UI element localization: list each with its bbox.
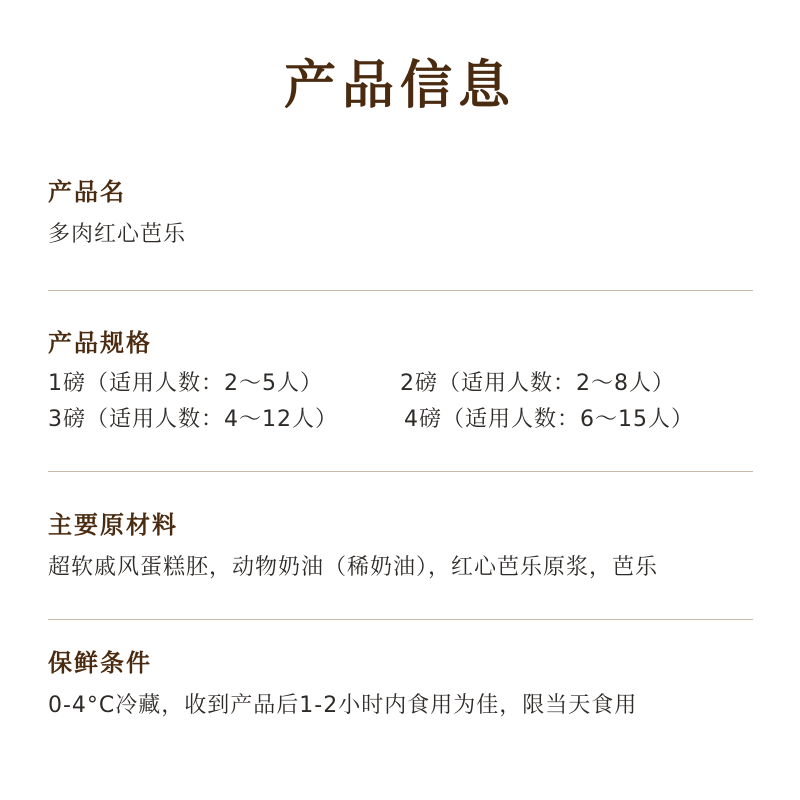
- product-name-heading: 产品名: [48, 178, 126, 206]
- divider: [48, 619, 753, 620]
- page-title: 产品信息: [283, 56, 516, 116]
- spec-row: [48, 403, 753, 439]
- storage-heading: 保鲜条件: [48, 649, 152, 677]
- ingredients-value: 超软戚风蛋糕胚，动物奶油（稀奶油），红心芭乐原浆，芭乐: [48, 555, 659, 580]
- specs-list: [48, 367, 753, 439]
- specs-heading: 产品规格: [48, 329, 152, 357]
- divider: [48, 471, 753, 472]
- section-storage: [48, 647, 753, 723]
- section-ingredients: [48, 509, 753, 585]
- spec-item: 2磅（适用人数：2～8人）: [400, 371, 675, 396]
- spec-row: [48, 367, 753, 403]
- section-product-name: [48, 176, 753, 252]
- spec-item: 3磅（适用人数：4～12人）: [48, 407, 338, 432]
- spec-item: 4磅（适用人数：6～15人）: [404, 407, 694, 432]
- divider: [48, 290, 753, 291]
- product-name-value: 多肉红心芭乐: [48, 222, 187, 247]
- section-specs: [48, 327, 753, 439]
- spec-item: 1磅（适用人数：2～5人）: [48, 371, 323, 396]
- storage-value: 0-4°C冷藏，收到产品后1-2小时内食用为佳，限当天食用: [48, 693, 638, 718]
- ingredients-heading: 主要原材料: [48, 511, 178, 539]
